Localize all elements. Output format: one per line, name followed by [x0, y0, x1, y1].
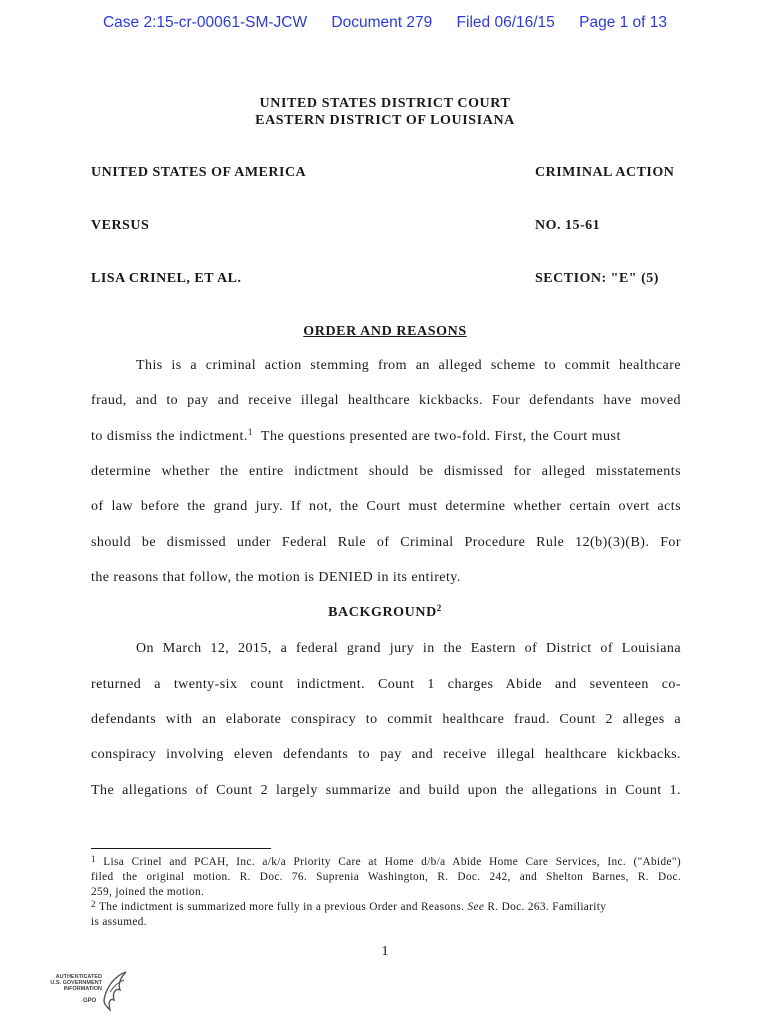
- section-heading: BACKGROUND$^2$: [328, 603, 442, 620]
- caption-row-3: [91, 271, 691, 287]
- caption-party1: UNITED STATES OF AMERICA: [91, 165, 307, 180]
- body-line: returned a twenty-six count indictment. Count 1 charges Abide and seventeen co-: [91, 677, 681, 692]
- gpo-authentication-seal: [42, 970, 132, 1015]
- body-line: The allegations of Count 2 largely summarize and build upon the allegations in Count 1.: [91, 783, 681, 798]
- filed-date: Filed 06/16/15: [456, 14, 555, 31]
- body-line: of law before the grand jury. If not, the Court must determine whether certain overt acts: [91, 499, 681, 514]
- page-number: 1: [381, 944, 389, 959]
- case-number: Case 2:15-cr-00061-SM-JCW: [102, 14, 308, 31]
- ecf-header: [0, 14, 770, 32]
- body-line: This is a criminal action stemming from an alleged scheme to commit healthcare: [136, 358, 681, 373]
- caption-versus: VERSUS: [91, 218, 150, 233]
- footnote-2: $^2$ The indictment is summarized more fully in a previous Order and Reasons. See R. Doc. 263. Familiarity: [91, 899, 607, 913]
- seal-gpo-label: GPO: [83, 998, 97, 1004]
- body-line: On March 12, 2015, a federal grand jury in the Eastern of District of Louisiana: [136, 641, 681, 656]
- seal-text: AUTHENTICATED U.S. GOVERNMENT INFORMATION: [50, 974, 102, 992]
- body-text: The questions presented are two-fold. First, the Court must: [260, 429, 621, 444]
- footnote-1: $^1$ Lisa Crinel and PCAH, Inc. a/k/a Priority Care at Home d/b/a Abide Home Care Services, Inc. ("Abide"): [91, 854, 681, 868]
- footnote-ref: 1: [247, 427, 253, 437]
- footnote-divider: [91, 848, 271, 849]
- document-number: Document 279: [331, 14, 433, 31]
- caption-number: NO. 15-61: [535, 218, 601, 233]
- document-title: ORDER AND REASONS: [303, 324, 467, 339]
- body-line: fraud, and to pay and receive illegal healthcare kickbacks. Four defendants have moved: [91, 393, 681, 408]
- body-line: the reasons that follow, the motion is DENIED in its entirety.: [91, 570, 461, 585]
- body-line: determine whether the entire indictment should be dismissed for alleged misstatements: [91, 464, 681, 479]
- court-name: UNITED STATES DISTRICT COURT: [259, 96, 511, 111]
- footnote-mark: 1: [91, 854, 96, 864]
- caption-action: CRIMINAL ACTION: [535, 165, 675, 180]
- caption-row-2: [91, 218, 691, 234]
- body-text: to dismiss the indictment.: [91, 429, 248, 444]
- footnote-mark: 2: [91, 899, 96, 909]
- footnote-line: is assumed.: [91, 916, 147, 928]
- footnote-line: filed the original motion. R. Doc. 76. Suprenia Washington, R. Doc. 242, and Shelton Barnes, R. Doc.: [91, 871, 681, 883]
- body-line: conspiracy involving eleven defendants to pay and receive illegal healthcare kickbacks.: [91, 747, 681, 762]
- body-line: defendants with an elaborate conspiracy to commit healthcare fraud. Count 2 alleges a: [91, 712, 681, 727]
- footnote-ref: 2: [436, 603, 442, 613]
- caption-section: SECTION: "E" (5): [535, 271, 659, 286]
- eagle-icon: [100, 970, 130, 1012]
- caption-row-1: [91, 165, 691, 181]
- body-line: [91, 429, 681, 445]
- page-indicator: Page 1 of 13: [579, 14, 668, 31]
- court-heading: [0, 95, 770, 129]
- court-district: EASTERN DISTRICT OF LOUISIANA: [255, 113, 515, 128]
- footnote-line: 259, joined the motion.: [91, 886, 205, 898]
- body-line: should be dismissed under Federal Rule of Criminal Procedure Rule 12(b)(3)(B). For: [91, 535, 681, 550]
- caption-party2: LISA CRINEL, ET AL.: [91, 271, 242, 286]
